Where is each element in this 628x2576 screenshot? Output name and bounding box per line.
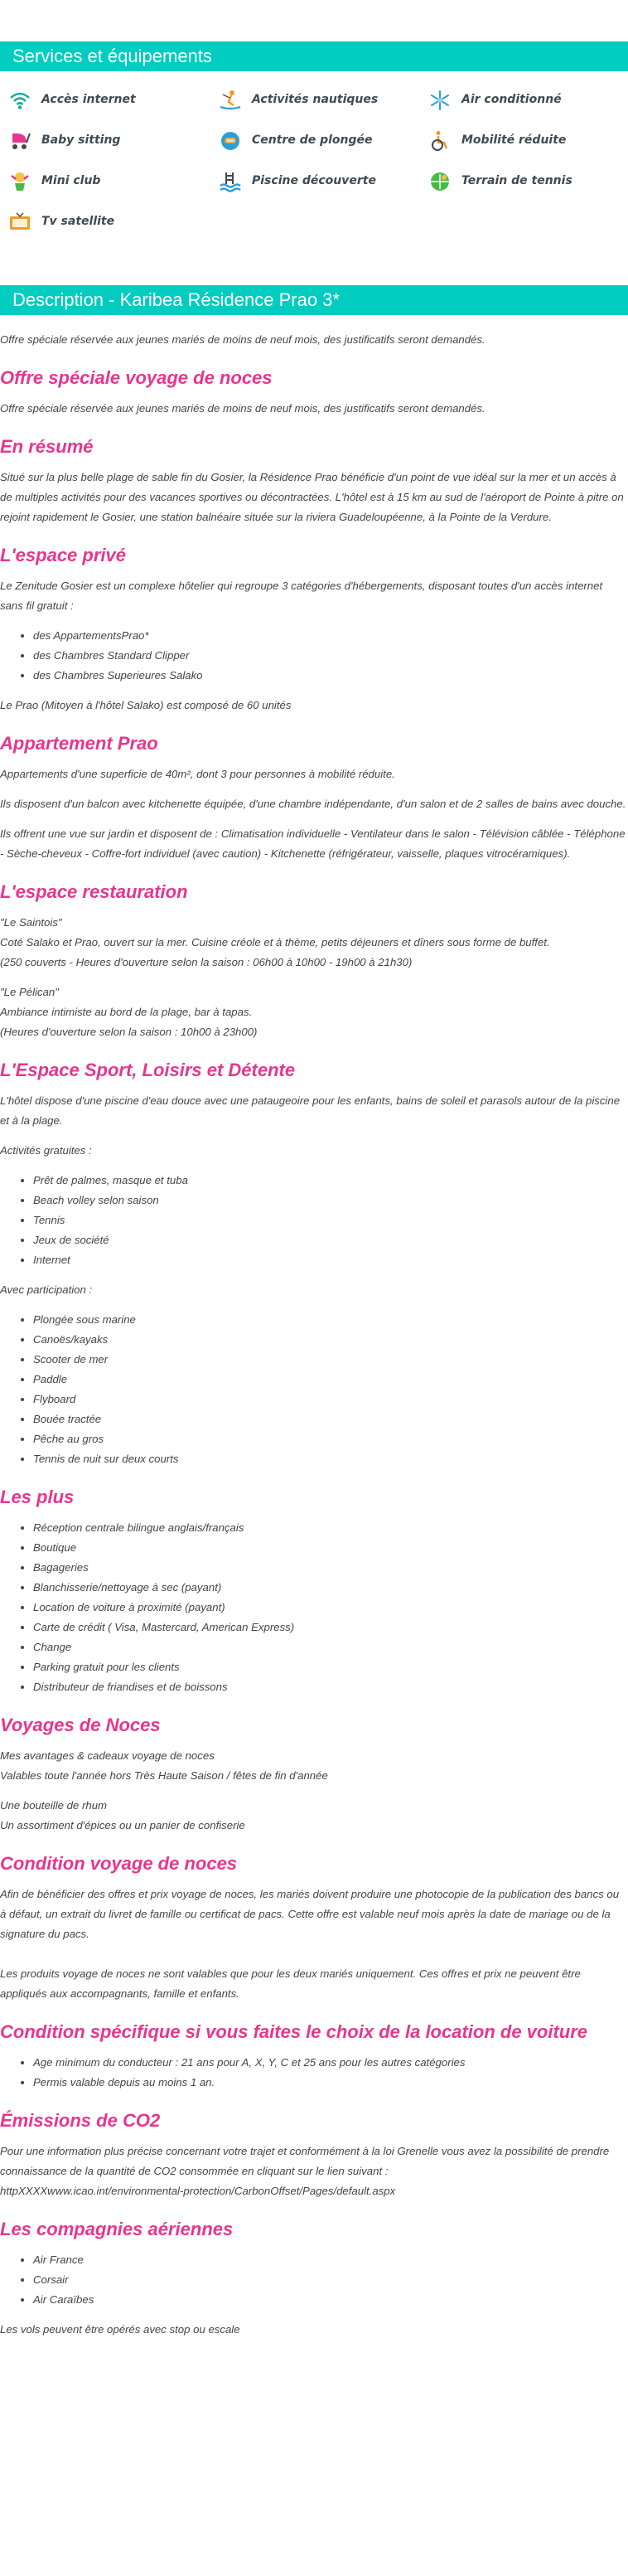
wifi-icon	[8, 90, 31, 111]
list-item: • des Chambres Superieures Salako	[33, 666, 628, 686]
list-item: • Permis valable depuis au moins 1 an.	[33, 2073, 628, 2093]
service-label: Mini club	[41, 174, 101, 187]
list-item: • Prêt de palmes, masque et tuba	[33, 1171, 628, 1191]
diving-icon	[219, 130, 242, 152]
section-title-appartement: Appartement Prao	[0, 733, 158, 754]
offre-text: Offre spéciale réservée aux jeunes mariés de moins de neuf mois, des justificatifs seront demandés.	[0, 402, 485, 415]
list-item: • des Chambres Standard Clipper	[33, 646, 628, 666]
section-title-espace-prive: L'espace privé	[0, 545, 126, 565]
compagnies-after-text: Les vols peuvent être opérés avec stop ou escale	[0, 2323, 240, 2336]
list-item: • Scooter de mer	[33, 1350, 628, 1370]
section-title-resume: En résumé	[0, 436, 94, 457]
list-item: • Change	[33, 1637, 628, 1657]
voiture-list	[0, 2053, 628, 2093]
list-item: • Age minimum du conducteur : 21 ans pour A, X, Y, C et 25 ans pour les autres catégories	[33, 2053, 628, 2073]
intro-text: Offre spéciale réservée aux jeunes mariés de moins de neuf mois, des justificatifs seront demandés.	[0, 333, 485, 346]
section-title-co2: Émissions de CO2	[0, 2110, 161, 2131]
section-title-location-voiture: Condition spécifique si vous faites le choix de la location de voiture	[0, 2021, 588, 2042]
list-item: • Flyboard	[33, 1390, 628, 1409]
list-item: • Corsair	[33, 2270, 628, 2290]
list-item: • Tennis de nuit sur deux courts	[33, 1449, 628, 1469]
list-item: • Réception centrale bilingue anglais/français	[33, 1518, 628, 1538]
snowflake-icon	[428, 90, 452, 111]
section-title-restauration: L'espace restauration	[0, 881, 188, 902]
list-item: • Boutique	[33, 1538, 628, 1558]
list-item: • des AppartementsPrao*	[33, 626, 628, 646]
list-item: • Pêche au gros	[33, 1429, 628, 1449]
list-item: • Distributeur de friandises et de boissons	[33, 1677, 628, 1697]
appartement-p2: Ils disposent d'un balcon avec kitchenette équipée, d'une chambre indépendante, d'un salon et de 2 salles de bains avec douche.	[0, 798, 626, 810]
service-label: Baby sitting	[41, 133, 121, 147]
restauration-pelican: "Le Pélican" Ambiance intimiste au bord de la plage, bar à tapas. (Heures d'ouverture selon la saison : 10h00 à 23h00)	[0, 986, 258, 1038]
prive-text: Le Zenitude Gosier est un complexe hôtelier qui regroupe 3 catégories d'hébergements, disposant toutes d'un accès internet sans fil gratuit :	[0, 580, 603, 612]
sport-participation-label: Avec participation :	[0, 1283, 93, 1296]
section-title-sport: L'Espace Sport, Loisirs et Détente	[0, 1060, 296, 1080]
appartement-p3: Ils offrent une vue sur jardin et disposent de : Climatisation individuelle - Ventilateur dans le salon - Télévision câblée - Téléphone - Sèche-cheveux - Coffre-fort individuel (avec caution) - Kitchenette (réfrigérateur, vaisselle, plaques vitrocéramiques).	[0, 827, 626, 860]
wheelchair-icon	[428, 130, 452, 152]
baby-stroller-icon	[8, 130, 31, 152]
water-ski-icon	[219, 90, 242, 111]
section-title-offre: Offre spéciale voyage de noces	[0, 367, 273, 388]
condition-p2: Les produits voyage de noces ne sont valables que pour les deux mariés uniquement. Ces offres et prix ne peuvent être appliqués aux accompagnants, famille et enfants.	[0, 1967, 581, 2000]
description-heading: Description - Karibea Résidence Prao 3*	[0, 285, 628, 315]
list-item: • Beach volley selon saison	[33, 1191, 628, 1210]
sport-gratuites-label: Activités gratuites :	[0, 1144, 92, 1157]
service-label: Tv satellite	[41, 215, 115, 228]
sport-gratuites-list	[0, 1171, 628, 1270]
list-item: • Blanchisserie/nettoyage à sec (payant)	[33, 1578, 628, 1598]
list-item: • Air Caraïbes	[33, 2290, 628, 2310]
appartement-p1: Appartements d'une superficie de 40m², dont 3 pour personnes à mobilité réduite.	[0, 768, 395, 780]
tv-icon	[8, 211, 31, 233]
condition-p1: Afin de bénéficier des offres et prix voyage de noces, les mariés doivent produire une photocopie de la publication des bancs ou à défaut, un extrait du livret de famille ou certificat de pacs. Cette offre est valable neuf mois après la date de mariage ou de la signature du pacs.	[0, 1888, 620, 1940]
list-item: • Paddle	[33, 1370, 628, 1390]
noces-p1: Mes avantages & cadeaux voyage de noces Valables toute l'année hors Très Haute Saison / fêtes de fin d'année	[0, 1749, 328, 1782]
list-item: • Tennis	[33, 1210, 628, 1230]
noces-p2: Une bouteille de rhum Un assortiment d'épices ou un panier de confiserie	[0, 1799, 245, 1831]
service-label: Terrain de tennis	[461, 174, 572, 187]
description-content	[0, 323, 628, 2350]
services-heading: Services et équipements	[0, 41, 628, 71]
list-item: • Location de voiture à proximité (payant)	[33, 1598, 628, 1618]
list-item: • Parking gratuit pour les clients	[33, 1657, 628, 1677]
kid-icon	[8, 171, 31, 192]
section-title-condition-noces: Condition voyage de noces	[0, 1853, 238, 1874]
list-item: • Air France	[33, 2250, 628, 2270]
section-title-voyages-de-noces: Voyages de Noces	[0, 1715, 161, 1735]
service-label: Piscine découverte	[252, 174, 376, 187]
list-item: • Jeux de société	[33, 1230, 628, 1250]
co2-text: Pour une information plus précise concernant votre trajet et conformément à la loi Grenelle vous avez la possibilité de prendre connaissance de la quantité de CO2 consommée en cliquant sur le lien suivant : httpXXXXwww.icao.int/environmental-protection/CarbonOffset/Pages/default.aspx	[0, 2145, 610, 2197]
list-item: • Bouée tractée	[33, 1409, 628, 1429]
list-item: • Internet	[33, 1250, 628, 1270]
restauration-saintois: "Le Saintois" Coté Salako et Prao, ouvert sur la mer. Cuisine créole et à thème, petits déjeuners et dîners sous forme de buffet. (250 couverts - Heures d'ouverture selon la saison : 06h00 à 10h00 - 19h00 à 21h30)	[0, 916, 550, 968]
service-label: Activités nautiques	[252, 93, 379, 106]
prive-list	[0, 626, 628, 686]
section-title-compagnies: Les compagnies aériennes	[0, 2219, 234, 2239]
list-item: • Bagageries	[33, 1558, 628, 1578]
service-label: Accès internet	[41, 93, 136, 106]
pool-icon	[219, 171, 242, 192]
compagnies-list	[0, 2250, 628, 2310]
list-item: • Carte de crédit ( Visa, Mastercard, American Express)	[33, 1618, 628, 1637]
service-label: Centre de plongée	[252, 133, 373, 147]
section-title-les-plus: Les plus	[0, 1487, 75, 1507]
sport-participation-list	[0, 1310, 628, 1469]
tennis-court-icon	[428, 171, 452, 192]
service-label: Air conditionné	[461, 93, 562, 106]
list-item: • Plongée sous marine	[33, 1310, 628, 1330]
list-item: • Canoës/kayaks	[33, 1330, 628, 1350]
prive-after-text: Le Prao (Mitoyen à l'hôtel Salako) est composé de 60 unités	[0, 699, 292, 711]
sport-text: L'hôtel dispose d'une piscine d'eau douce avec une pataugeoire pour les enfants, bains de soleil et parasols autour de la piscine et à la plage.	[0, 1094, 621, 1127]
service-label: Mobilité réduite	[461, 133, 567, 147]
resume-text: Situé sur la plus belle plage de sable fin du Gosier, la Résidence Prao bénéficie d'un point de vue idéal sur la mer et un accès à de multiples activités pour des vacances sportives ou décontractées. L'hôtel est à 15 km au sud de l'aéroport de Pointe à pitre on rejoint rapidement le Gosier, une station balnéaire située sur la riviera Guadeloupéenne, à la Pointe de la Verdure.	[0, 471, 624, 523]
plus-list	[0, 1518, 628, 1697]
